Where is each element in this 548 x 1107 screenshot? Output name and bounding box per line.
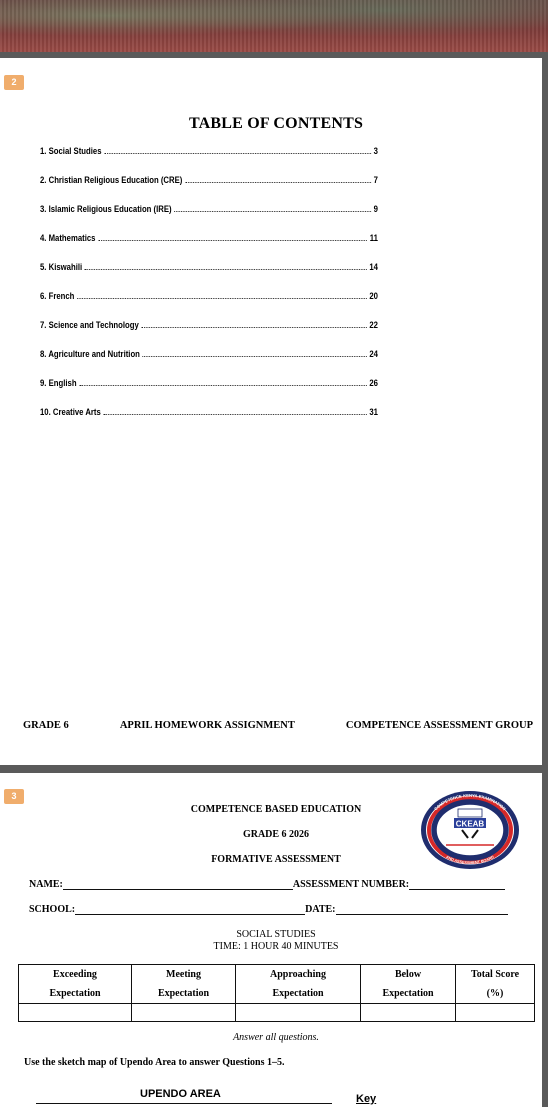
toc-item[interactable] <box>40 378 378 407</box>
toc-leader-dots <box>104 146 371 154</box>
score-header: Below Expectation <box>361 965 456 1004</box>
toc-item-label: 3. Islamic Religious Education (IRE) <box>40 204 172 214</box>
toc-leader-dots <box>141 320 366 328</box>
logo-acronym: CKEAB <box>455 819 485 829</box>
toc-item-page: 22 <box>369 320 378 330</box>
score-header: Meeting Expectation <box>132 965 236 1004</box>
score-cell[interactable] <box>132 1004 236 1022</box>
page-3 <box>0 773 542 1107</box>
toc-leader-dots <box>79 378 367 386</box>
toc-leader-dots <box>85 262 367 270</box>
score-header: Approaching Expectation <box>236 965 361 1004</box>
toc-leader-dots <box>103 407 366 415</box>
page-2 <box>0 58 542 765</box>
toc-item[interactable] <box>40 320 378 349</box>
map-border-line <box>36 1103 332 1107</box>
heading-formative: FORMATIVE ASSESSMENT <box>211 854 341 865</box>
school-label: SCHOOL: <box>29 904 76 915</box>
logo-ring-text: COMPETENCE KENYA EXAMINATION <box>433 792 507 812</box>
toc-item[interactable] <box>40 291 378 320</box>
logo-bottom-text: AND ASSESSMENT BOARD <box>445 854 495 866</box>
ckeab-logo-icon <box>420 790 520 870</box>
toc-item[interactable] <box>40 233 378 262</box>
page-number-badge: 3 <box>4 789 24 804</box>
score-header: Exceeding Expectation <box>19 965 132 1004</box>
score-cell[interactable] <box>361 1004 456 1022</box>
toc-leader-dots <box>142 349 366 357</box>
toc-item[interactable] <box>40 146 378 175</box>
toc-item-label: 1. Social Studies <box>40 146 102 156</box>
score-header: Total Score (%) <box>456 965 535 1004</box>
score-cell[interactable] <box>456 1004 535 1022</box>
time-allowed: TIME: 1 HOUR 40 MINUTES <box>213 941 339 952</box>
toc-item-page: 26 <box>369 378 378 388</box>
toc-item[interactable] <box>40 349 378 378</box>
toc-item-page: 11 <box>369 233 378 243</box>
toc-leader-dots <box>98 233 367 241</box>
toc-leader-dots <box>174 204 371 212</box>
toc-list <box>40 146 378 436</box>
map-instruction: Use the sketch map of Upendo Area to answer Questions 1–5. <box>24 1057 285 1068</box>
assessment-number-field[interactable] <box>409 879 505 890</box>
toc-item-label: 7. Science and Technology <box>40 320 139 330</box>
school-row <box>29 904 508 915</box>
score-table <box>18 964 535 1022</box>
toc-item-page: 7 <box>373 175 378 185</box>
toc-item-label: 9. English <box>40 378 77 388</box>
previous-page-cover-image <box>0 0 548 52</box>
name-label: NAME: <box>29 879 63 890</box>
heading-grade: GRADE 6 2026 <box>242 829 310 840</box>
toc-item-label: 2. Christian Religious Education (CRE) <box>40 175 183 185</box>
toc-leader-dots <box>185 175 371 183</box>
assessment-number-label: ASSESSMENT NUMBER: <box>292 879 410 890</box>
school-field[interactable] <box>75 904 305 915</box>
toc-item-page: 31 <box>369 407 378 417</box>
footer-assignment: APRIL HOMEWORK ASSIGNMENT <box>119 720 295 731</box>
page-number-badge: 2 <box>4 75 24 90</box>
date-label: DATE: <box>305 904 336 915</box>
toc-item-label: 5. Kiswahili <box>40 262 83 272</box>
score-cell[interactable] <box>19 1004 132 1022</box>
toc-item-label: 10. Creative Arts <box>40 407 101 417</box>
toc-item[interactable] <box>40 175 378 204</box>
footer-grade: GRADE 6 <box>23 720 69 731</box>
toc-item[interactable] <box>40 262 378 291</box>
toc-item[interactable] <box>40 407 378 436</box>
toc-item-page: 24 <box>369 349 378 359</box>
name-row <box>29 879 505 890</box>
subject-title: SOCIAL STUDIES <box>236 929 316 940</box>
instruction-text: Answer all questions. <box>233 1032 319 1043</box>
toc-item-page: 3 <box>373 146 378 156</box>
score-cell[interactable] <box>236 1004 361 1022</box>
date-field[interactable] <box>336 904 508 915</box>
name-field[interactable] <box>63 879 293 890</box>
toc-item-page: 14 <box>369 262 378 272</box>
map-key-label: Key <box>356 1093 377 1105</box>
toc-item-label: 4. Mathematics <box>40 233 96 243</box>
toc-item-page: 20 <box>369 291 378 301</box>
footer-group: COMPETENCE ASSESSMENT GROUP <box>345 720 533 731</box>
map-title: UPENDO AREA <box>140 1088 221 1100</box>
page-footer <box>23 720 533 731</box>
toc-title: TABLE OF CONTENTS <box>188 115 364 132</box>
toc-item-label: 6. French <box>40 291 75 301</box>
toc-item-page: 9 <box>373 204 378 214</box>
toc-leader-dots <box>77 291 367 299</box>
toc-item[interactable] <box>40 204 378 233</box>
heading-cbe: COMPETENCE BASED EDUCATION <box>190 804 362 815</box>
toc-item-label: 8. Agriculture and Nutrition <box>40 349 140 359</box>
